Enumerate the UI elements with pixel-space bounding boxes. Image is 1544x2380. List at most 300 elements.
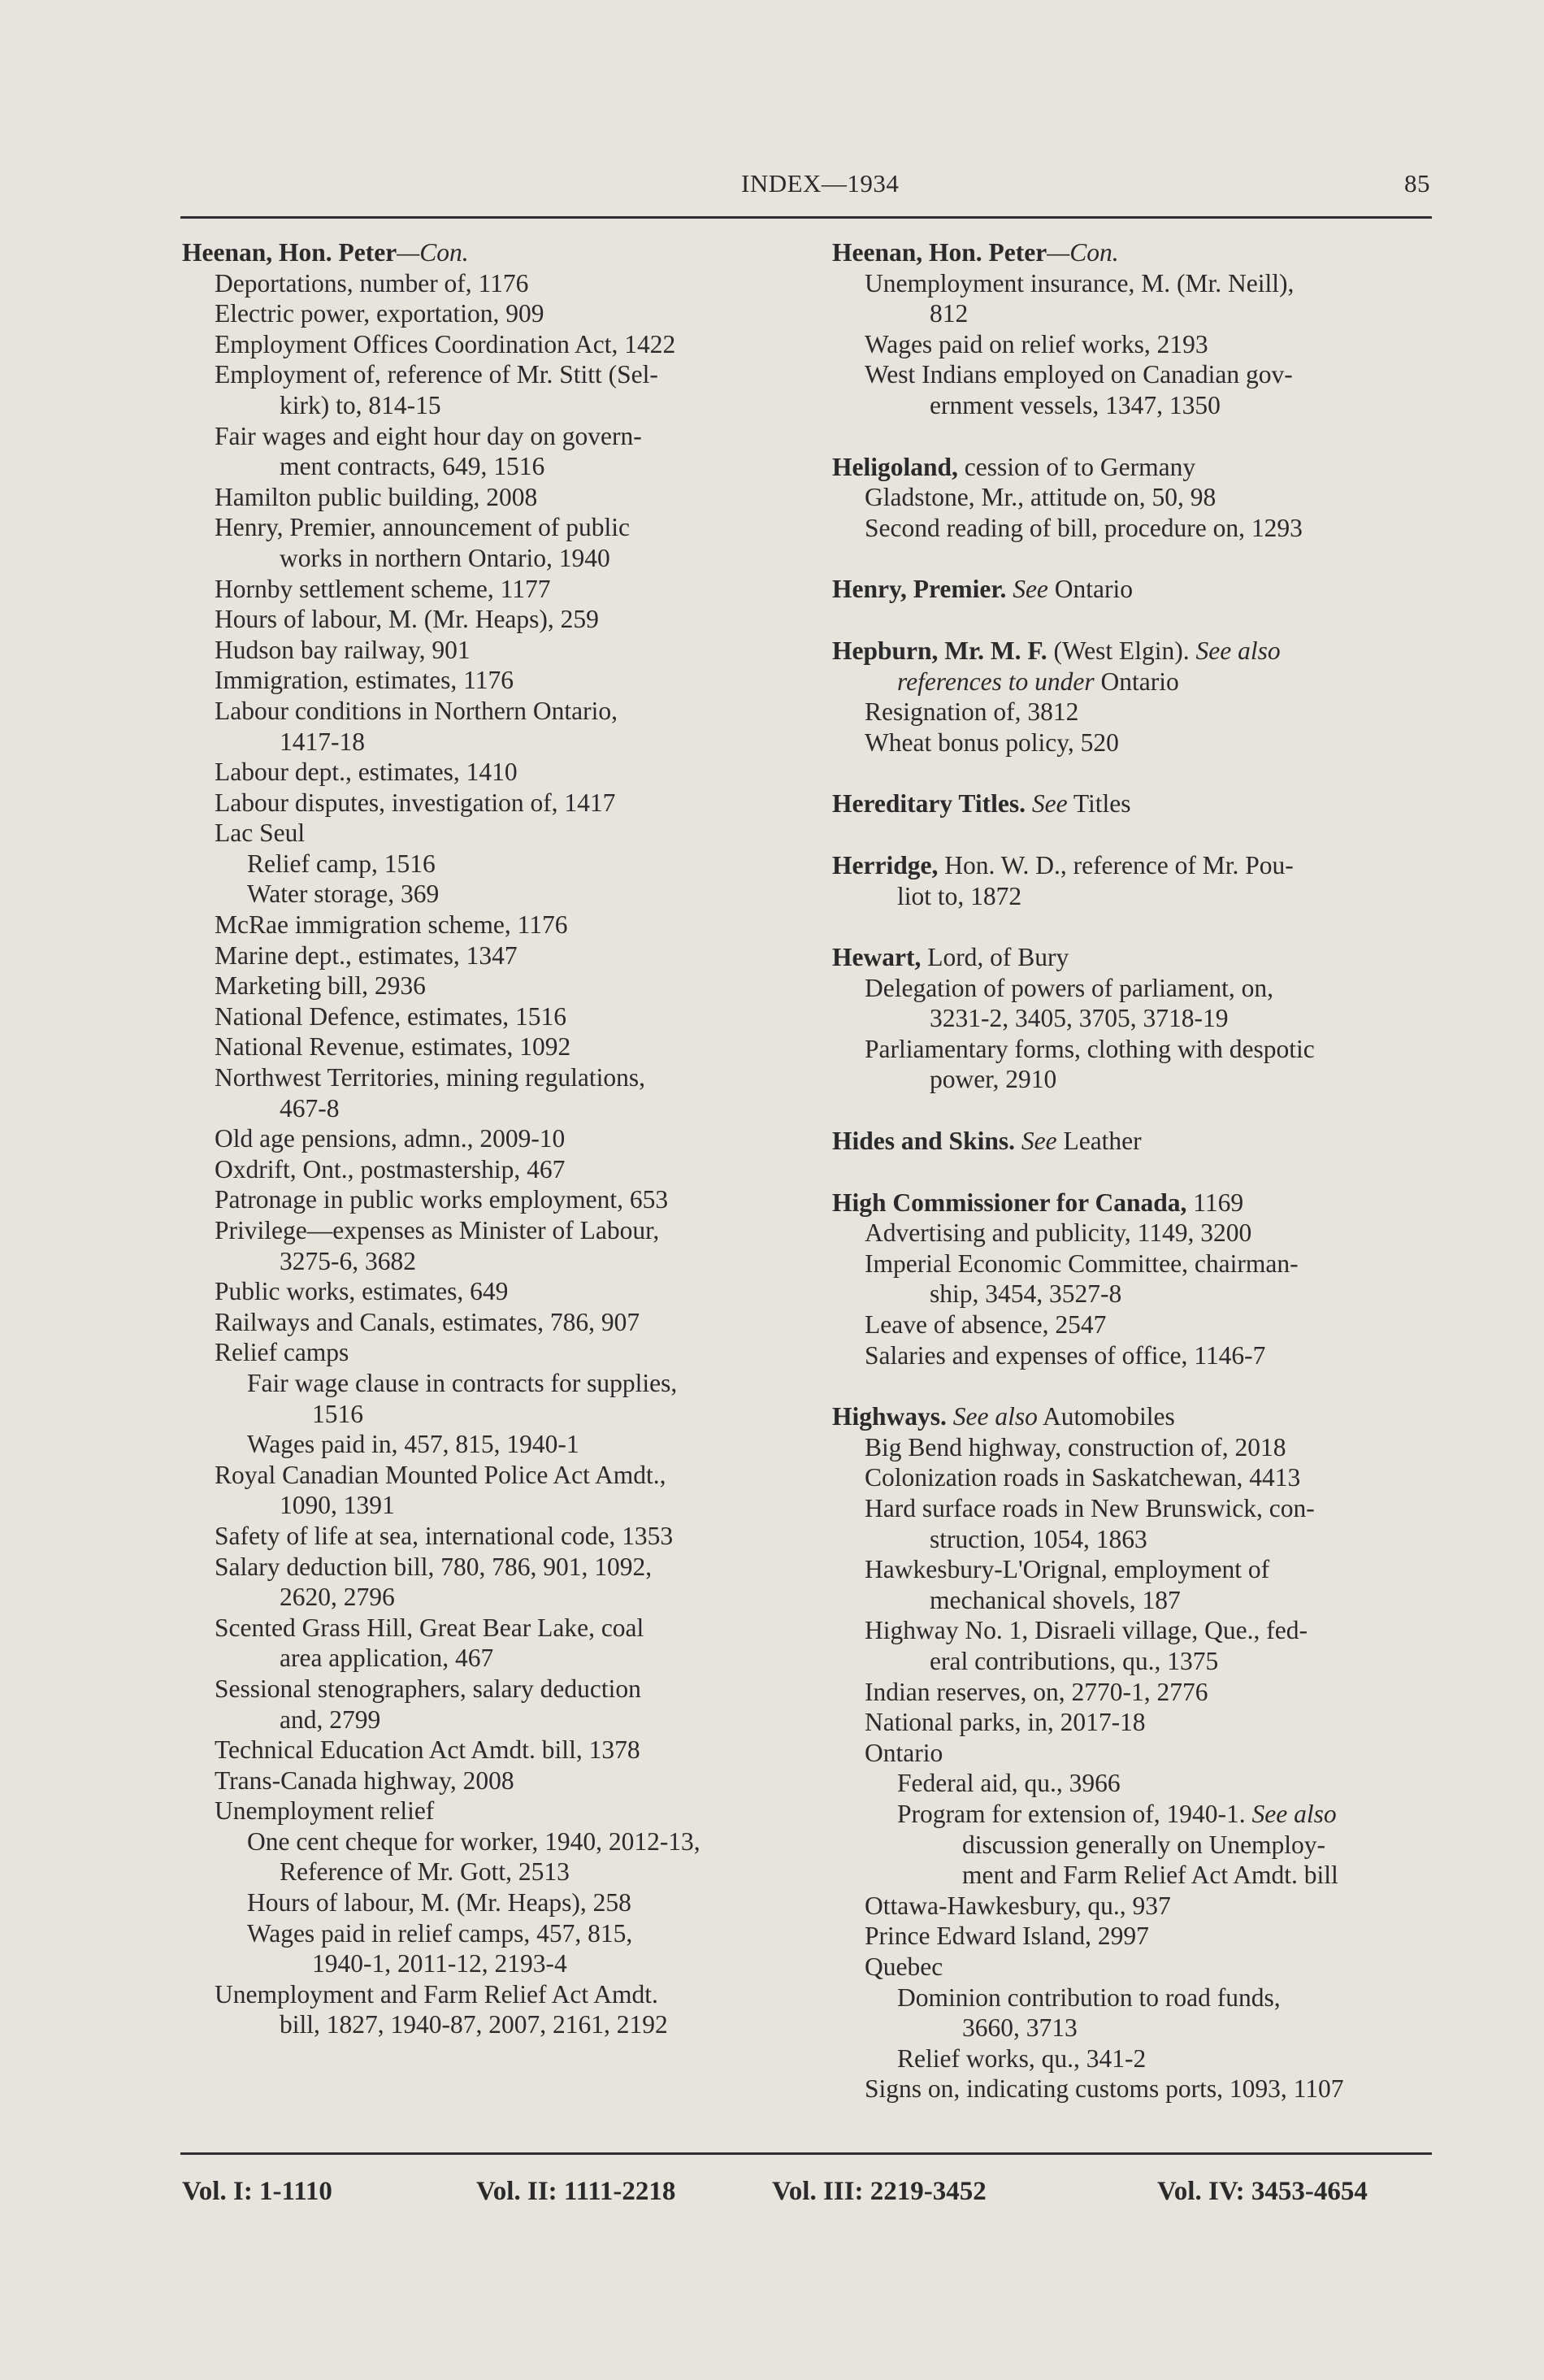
index-subentry: [182, 268, 800, 299]
entry-continuation: [182, 1490, 800, 1521]
heading-detail: Ontario: [1047, 575, 1134, 604]
heading-term: Heenan, Hon. Peter: [182, 238, 397, 267]
entry-line: [182, 696, 800, 727]
see-reference: See also: [952, 1402, 1038, 1431]
entry-line: [182, 1123, 800, 1154]
entry-line: [182, 1031, 800, 1062]
index-subentry: [832, 697, 1450, 727]
entry-line: [832, 1921, 1450, 1952]
index-subentry: [182, 421, 800, 482]
entry-text: Unemployment and Farm Relief Act Amdt.: [215, 1979, 658, 2009]
entry-text-cont: 1940-1, 2011-12, 2193-4: [312, 1949, 567, 1978]
top-rule: [180, 216, 1432, 219]
see-reference-cont: references to under: [897, 667, 1095, 696]
index-subentry: [182, 512, 800, 573]
entry-text: Northwest Territories, mining regulations,: [215, 1063, 645, 1092]
entry-text-cont: and, 2799: [280, 1705, 381, 1734]
entry-text: Electric power, exportation, 909: [215, 299, 544, 328]
entry-text: Salary deduction bill, 780, 786, 901, 1092,: [215, 1552, 653, 1581]
entry-text-cont: ment contracts, 649, 1516: [280, 452, 545, 481]
index-subentry: [182, 1796, 800, 1826]
index-subentry: [182, 1887, 800, 1918]
heading-continuation: [832, 881, 1450, 912]
left-column: [182, 237, 800, 2040]
entry-text-cont: ernment vessels, 1347, 1350: [930, 390, 1221, 419]
entry-text: One cent cheque for worker, 1940, 2012-13,: [247, 1826, 700, 1856]
entry-text: Labour dept., estimates, 1410: [215, 758, 518, 787]
heading-term: Hewart,: [832, 943, 922, 972]
entry-text: Lac Seul: [215, 819, 306, 848]
index-heading: [182, 237, 800, 268]
entry-line: [182, 1887, 800, 1918]
heading-term: Herridge,: [832, 850, 939, 879]
heading-line: [832, 636, 1450, 667]
entry-line: [182, 1521, 800, 1552]
entry-continuation: [832, 1003, 1450, 1034]
entry-continuation: [182, 1093, 800, 1124]
entry-text: Program for extension of, 1940-1.: [897, 1799, 1246, 1828]
entry-text: Unemployment insurance, M. (Mr. Neill),: [865, 268, 1295, 298]
heading-detail-cont: Ontario: [1094, 667, 1179, 696]
index-subentry: [832, 1493, 1450, 1554]
entry-text: Relief works, qu., 341-2: [897, 2043, 1147, 2073]
index-subentry: [832, 1891, 1450, 1922]
heading-line: [832, 1188, 1450, 1218]
entry-line: [182, 1307, 800, 1338]
entry-line: [182, 665, 800, 696]
entry-line: [182, 359, 800, 390]
entry-continuation: [182, 1705, 800, 1735]
entry-text: Unemployment relief: [215, 1796, 435, 1826]
entry-line: [182, 1368, 800, 1399]
entry-line: [182, 1429, 800, 1460]
index-subentry: [182, 665, 800, 696]
entry-text: Deportations, number of, 1176: [215, 268, 529, 298]
entry-text: Technical Education Act Amdt. bill, 1378: [215, 1735, 640, 1765]
entry-text-cont: 1090, 1391: [280, 1491, 395, 1520]
entry-text: Hours of labour, M. (Mr. Heaps), 258: [247, 1888, 631, 1917]
entry-line: [182, 298, 800, 329]
entry-line: [832, 1983, 1450, 2013]
heading-term: Hereditary Titles.: [832, 789, 1026, 819]
index-subentry: [182, 329, 800, 360]
index-heading: [832, 850, 1450, 911]
index-subentry: [182, 940, 800, 971]
entry-text-cont: 812: [930, 299, 969, 328]
entry-text: Second reading of bill, procedure on, 1293: [865, 513, 1303, 542]
entry-line: [832, 1768, 1450, 1799]
entry-line: [182, 971, 800, 1001]
entry-line: [832, 2074, 1450, 2104]
index-heading: [832, 636, 1450, 697]
entry-line: [832, 1493, 1450, 1524]
index-subentry: [182, 1735, 800, 1765]
index-subentry: [832, 513, 1450, 544]
entry-text: Hawkesbury-L'Orignal, employment of: [865, 1555, 1270, 1584]
index-subentry: [832, 1738, 1450, 1769]
entry-line: [182, 1337, 800, 1368]
page-number: 85: [1404, 169, 1430, 198]
heading-term: Hides and Skins.: [832, 1127, 1015, 1156]
continued-mark: —Con.: [1047, 238, 1119, 267]
index-subentry: [832, 1768, 1450, 1799]
entry-text: Delegation of powers of parliament, on,: [865, 973, 1273, 1002]
entry-text-cont: eral contributions, qu., 1375: [930, 1646, 1219, 1675]
index-subentry: [182, 1215, 800, 1276]
index-subentry: [832, 973, 1450, 1034]
entry-text: Trans-Canada highway, 2008: [215, 1765, 514, 1795]
entry-line: [182, 1918, 800, 1949]
index-subentry: [182, 818, 800, 849]
entry-text-cont: 3231-2, 3405, 3705, 3718-19: [930, 1004, 1229, 1033]
entry-line: [182, 818, 800, 849]
heading-line: [832, 942, 1450, 973]
entry-line: [832, 1554, 1450, 1585]
entry-line: [182, 1765, 800, 1796]
index-subentry: [182, 574, 800, 605]
volume-2-range: Vol. II: 1111-2218: [476, 2177, 676, 2206]
index-heading: [832, 237, 1450, 268]
entry-line: [182, 329, 800, 360]
entry-text-cont: area application, 467: [280, 1644, 494, 1673]
index-subentry: [182, 1918, 800, 1979]
entry-line: [182, 635, 800, 666]
index-subentry: [182, 1062, 800, 1123]
index-subentry: [182, 1307, 800, 1338]
entry-text: Hudson bay railway, 901: [215, 635, 471, 664]
index-subentry: [182, 1337, 800, 1368]
entry-line: [832, 1799, 1450, 1830]
entry-line: [832, 1615, 1450, 1646]
index-subentry: [182, 1857, 800, 1887]
entry-text-cont: 3660, 3713: [962, 2013, 1078, 2043]
entry-text: Relief camps: [215, 1338, 349, 1367]
heading-line: [832, 1126, 1450, 1157]
entry-text-cont: ment and Farm Relief Act Amdt. bill: [962, 1861, 1338, 1890]
index-subentry: [182, 1123, 800, 1154]
entry-text: Labour disputes, investigation of, 1417: [215, 788, 616, 817]
entry-text: Patronage in public works employment, 653: [215, 1185, 669, 1214]
index-subentry: [182, 1979, 800, 2040]
entry-text: West Indians employed on Canadian gov-: [865, 360, 1293, 389]
entry-text: Ontario: [865, 1738, 943, 1767]
heading-detail: cession of to Germany: [957, 452, 1196, 481]
entry-text: Fair wage clause in contracts for supplies,: [247, 1368, 678, 1397]
index-subentry: [832, 2074, 1450, 2104]
entry-text: Hamilton public building, 2008: [215, 482, 538, 511]
see-reference: See also: [1251, 1799, 1337, 1828]
entry-text: Relief camp, 1516: [247, 849, 436, 878]
entry-text: Highway No. 1, Disraeli village, Que., fed-: [865, 1616, 1308, 1645]
index-subentry: [182, 1674, 800, 1735]
entry-line: [182, 1735, 800, 1765]
entry-text: McRae immigration scheme, 1176: [215, 910, 568, 940]
entry-text: Immigration, estimates, 1176: [215, 666, 514, 695]
entry-text: Privilege—expenses as Minister of Labour,: [215, 1216, 660, 1244]
entry-text: Wheat bonus policy, 520: [865, 727, 1119, 757]
entry-text-cont: discussion generally on Unemploy-: [962, 1830, 1326, 1859]
entry-continuation: [182, 451, 800, 482]
index-subentry: [182, 879, 800, 910]
heading-detail: (West Elgin).: [1047, 636, 1190, 665]
heading-term: Heenan, Hon. Peter: [832, 238, 1047, 267]
entry-line: [832, 1677, 1450, 1708]
right-column: [832, 237, 1450, 2104]
index-subentry: [832, 1034, 1450, 1095]
entry-line: [182, 940, 800, 971]
entry-continuation: [832, 390, 1450, 421]
entry-line: [182, 268, 800, 299]
entry-line: [832, 513, 1450, 544]
entry-text: Dominion contribution to road funds,: [897, 1983, 1281, 2012]
index-subentry: [832, 1218, 1450, 1249]
entry-text: Marine dept., estimates, 1347: [215, 940, 518, 970]
entry-text: National Defence, estimates, 1516: [215, 1001, 566, 1031]
heading-line: [182, 237, 800, 268]
index-subentry: [832, 1983, 1450, 2043]
entry-line: [182, 1979, 800, 2010]
entry-text: Resignation of, 3812: [865, 697, 1079, 727]
index-subentry: [182, 971, 800, 1001]
index-subentry: [182, 1765, 800, 1796]
entry-text: Reference of Mr. Gott, 2513: [280, 1857, 570, 1887]
entry-text: Employment Offices Coordination Act, 1422: [215, 329, 676, 358]
index-subentry: [182, 1552, 800, 1613]
entry-continuation: [832, 1646, 1450, 1677]
entry-text-cont: 1417-18: [280, 727, 365, 756]
volume-4-range: Vol. IV: 3453-4654: [1157, 2177, 1368, 2206]
heading-term: Hepburn, Mr. M. F.: [832, 636, 1047, 665]
entry-line: [182, 1276, 800, 1307]
index-subentry: [832, 359, 1450, 420]
entry-text: Indian reserves, on, 2770-1, 2776: [865, 1677, 1208, 1706]
index-subentry: [832, 1707, 1450, 1738]
index-heading: [832, 1188, 1450, 1218]
entry-continuation: [832, 1860, 1450, 1891]
entry-line: [182, 849, 800, 879]
see-reference: See: [1021, 1127, 1057, 1156]
heading-continuation: [832, 667, 1450, 697]
entry-line: [832, 727, 1450, 758]
entry-text: Wages paid in relief camps, 457, 815,: [247, 1918, 633, 1948]
entry-text: Gladstone, Mr., attitude on, 50, 98: [865, 483, 1217, 512]
index-subentry: [182, 1184, 800, 1215]
entry-text: Fair wages and eight hour day on govern-: [215, 421, 642, 450]
entry-continuation: [832, 1830, 1450, 1861]
entry-text: National parks, in, 2017-18: [865, 1708, 1146, 1737]
entry-line: [832, 1340, 1450, 1371]
index-subentry: [182, 757, 800, 788]
entry-line: [182, 1552, 800, 1583]
entry-text: Wages paid on relief works, 2193: [865, 329, 1208, 358]
index-subentry: [182, 359, 800, 420]
entry-text: Ottawa-Hawkesbury, qu., 937: [865, 1891, 1171, 1920]
entry-text: Sessional stenographers, salary deduction: [215, 1674, 641, 1703]
index-subentry: [832, 482, 1450, 513]
entry-text: Parliamentary forms, clothing with despotic: [865, 1034, 1315, 1063]
entry-line: [832, 1462, 1450, 1493]
entry-text-cont: power, 2910: [930, 1065, 1057, 1094]
entry-text-cont: 467-8: [280, 1093, 340, 1123]
index-subentry: [832, 1799, 1450, 1891]
heading-line: [832, 237, 1450, 268]
volume-1-range: Vol. I: 1-1110: [182, 2177, 332, 2206]
entry-line: [832, 329, 1450, 360]
index-subentry: [832, 1340, 1450, 1371]
index-heading: [832, 1126, 1450, 1157]
entry-continuation: [832, 1585, 1450, 1616]
entry-line: [182, 1184, 800, 1215]
entry-text-cont: mechanical shovels, 187: [930, 1585, 1181, 1614]
entry-continuation: [832, 2013, 1450, 2043]
entry-text: Employment of, reference of Mr. Stitt (Sel-: [215, 360, 658, 389]
entry-continuation: [182, 1246, 800, 1277]
index-subentry: [182, 910, 800, 940]
entry-text: Safety of life at sea, international code, 1353: [215, 1521, 674, 1550]
index-subentry: [832, 1249, 1450, 1309]
index-subentry: [832, 1615, 1450, 1676]
index-subentry: [832, 1921, 1450, 1952]
entry-continuation: [182, 2009, 800, 2040]
entry-line: [832, 1309, 1450, 1340]
entry-continuation: [182, 543, 800, 574]
page-title: INDEX—1934: [741, 169, 900, 198]
entry-text: Oxdrift, Ont., postmastership, 467: [215, 1154, 566, 1183]
heading-term: High Commissioner for Canada,: [832, 1188, 1187, 1217]
entry-text: Colonization roads in Saskatchewan, 4413: [865, 1463, 1301, 1492]
entry-text: Royal Canadian Mounted Police Act Amdt.,: [215, 1460, 666, 1489]
entry-line: [182, 1215, 800, 1246]
entry-text-cont: bill, 1827, 1940-87, 2007, 2161, 2192: [280, 2010, 668, 2039]
index-subentry: [832, 727, 1450, 758]
heading-line: [832, 574, 1450, 605]
entry-line: [182, 1857, 800, 1887]
index-subentry: [182, 298, 800, 329]
entry-line: [182, 512, 800, 543]
index-subentry: [182, 1276, 800, 1307]
heading-line: [832, 788, 1450, 819]
entry-text: Labour conditions in Northern Ontario,: [215, 696, 618, 725]
index-subentry: [182, 788, 800, 819]
entry-line: [182, 1613, 800, 1644]
entry-line: [182, 879, 800, 910]
entry-text: Signs on, indicating customs ports, 1093, 1107: [865, 2074, 1344, 2104]
entry-line: [832, 482, 1450, 513]
index-subentry: [182, 1031, 800, 1062]
index-subentry: [832, 1462, 1450, 1493]
entry-text: Water storage, 369: [247, 879, 440, 909]
index-subentry: [832, 2043, 1450, 2074]
heading-term: Henry, Premier.: [832, 575, 1007, 604]
entry-line: [182, 1154, 800, 1185]
entry-text-cont: struction, 1054, 1863: [930, 1524, 1147, 1553]
entry-text-cont: kirk) to, 814-15: [280, 390, 441, 419]
entry-line: [832, 1432, 1450, 1463]
entry-line: [832, 1707, 1450, 1738]
heading-detail: Automobiles: [1037, 1402, 1175, 1431]
entry-line: [832, 1034, 1450, 1065]
entry-line: [832, 1249, 1450, 1279]
entry-line: [182, 604, 800, 635]
index-subentry: [182, 1460, 800, 1521]
entry-text: Leave of absence, 2547: [865, 1310, 1107, 1340]
entry-line: [832, 1952, 1450, 1983]
entry-continuation: [832, 298, 1450, 329]
index-subentry: [182, 1368, 800, 1429]
entry-continuation: [182, 1399, 800, 1430]
entry-line: [182, 421, 800, 452]
index-subentry: [832, 1309, 1450, 1340]
entry-line: [832, 973, 1450, 1004]
entry-line: [182, 910, 800, 940]
entry-text: Advertising and publicity, 1149, 3200: [865, 1218, 1252, 1248]
entry-line: [832, 2043, 1450, 2074]
entry-line: [832, 1891, 1450, 1922]
entry-line: [832, 359, 1450, 390]
entry-text: Public works, estimates, 649: [215, 1277, 509, 1306]
entry-text: Quebec: [865, 1952, 943, 1981]
index-subentry: [182, 1826, 800, 1857]
index-heading: [832, 1401, 1450, 1432]
entry-continuation: [832, 1279, 1450, 1309]
entry-line: [832, 1218, 1450, 1249]
index-subentry: [182, 1429, 800, 1460]
entry-text-cont: ship, 3454, 3527-8: [930, 1279, 1122, 1309]
entry-text: Prince Edward Island, 2997: [865, 1922, 1149, 1951]
entry-line: [182, 1460, 800, 1491]
index-subentry: [832, 1952, 1450, 1983]
heading-detail-cont: liot to, 1872: [897, 881, 1022, 910]
index-subentry: [182, 604, 800, 635]
entry-text-cont: works in northern Ontario, 1940: [280, 543, 610, 572]
index-subentry: [832, 1554, 1450, 1615]
entry-continuation: [182, 1948, 800, 1979]
entry-text: Imperial Economic Committee, chairman-: [865, 1249, 1299, 1278]
entry-continuation: [182, 390, 800, 421]
index-subentry: [182, 696, 800, 757]
index-subentry: [182, 1154, 800, 1185]
index-heading: [832, 452, 1450, 483]
entry-text: Hours of labour, M. (Mr. Heaps), 259: [215, 605, 599, 634]
entry-text-cont: 3275-6, 3682: [280, 1246, 416, 1275]
heading-line: [832, 850, 1450, 881]
heading-term: Highways.: [832, 1402, 947, 1431]
heading-detail: Titles: [1067, 789, 1131, 819]
index-subentry: [182, 482, 800, 513]
index-subentry: [182, 1521, 800, 1552]
heading-line: [832, 452, 1450, 483]
entry-text: Hard surface roads in New Brunswick, con-: [865, 1494, 1315, 1522]
entry-continuation: [182, 727, 800, 758]
entry-text: Old age pensions, admn., 2009-10: [215, 1124, 566, 1153]
index-subentry: [832, 1677, 1450, 1708]
entry-line: [182, 757, 800, 788]
entry-text: Hornby settlement scheme, 1177: [215, 574, 551, 603]
entry-continuation: [182, 1582, 800, 1613]
entry-text: Big Bend highway, construction of, 2018: [865, 1432, 1286, 1461]
entry-text: Henry, Premier, announcement of public: [215, 513, 631, 542]
entry-continuation: [182, 1643, 800, 1674]
entry-line: [182, 1674, 800, 1705]
see-reference: See: [1031, 789, 1068, 819]
heading-detail: Lord, of Bury: [921, 943, 1069, 972]
entry-line: [832, 697, 1450, 727]
index-subentry: [832, 329, 1450, 360]
index-subentry: [182, 1613, 800, 1674]
entry-text: Wages paid in, 457, 815, 1940-1: [247, 1430, 579, 1459]
heading-term: Heligoland,: [832, 452, 958, 481]
entry-line: [182, 1796, 800, 1826]
